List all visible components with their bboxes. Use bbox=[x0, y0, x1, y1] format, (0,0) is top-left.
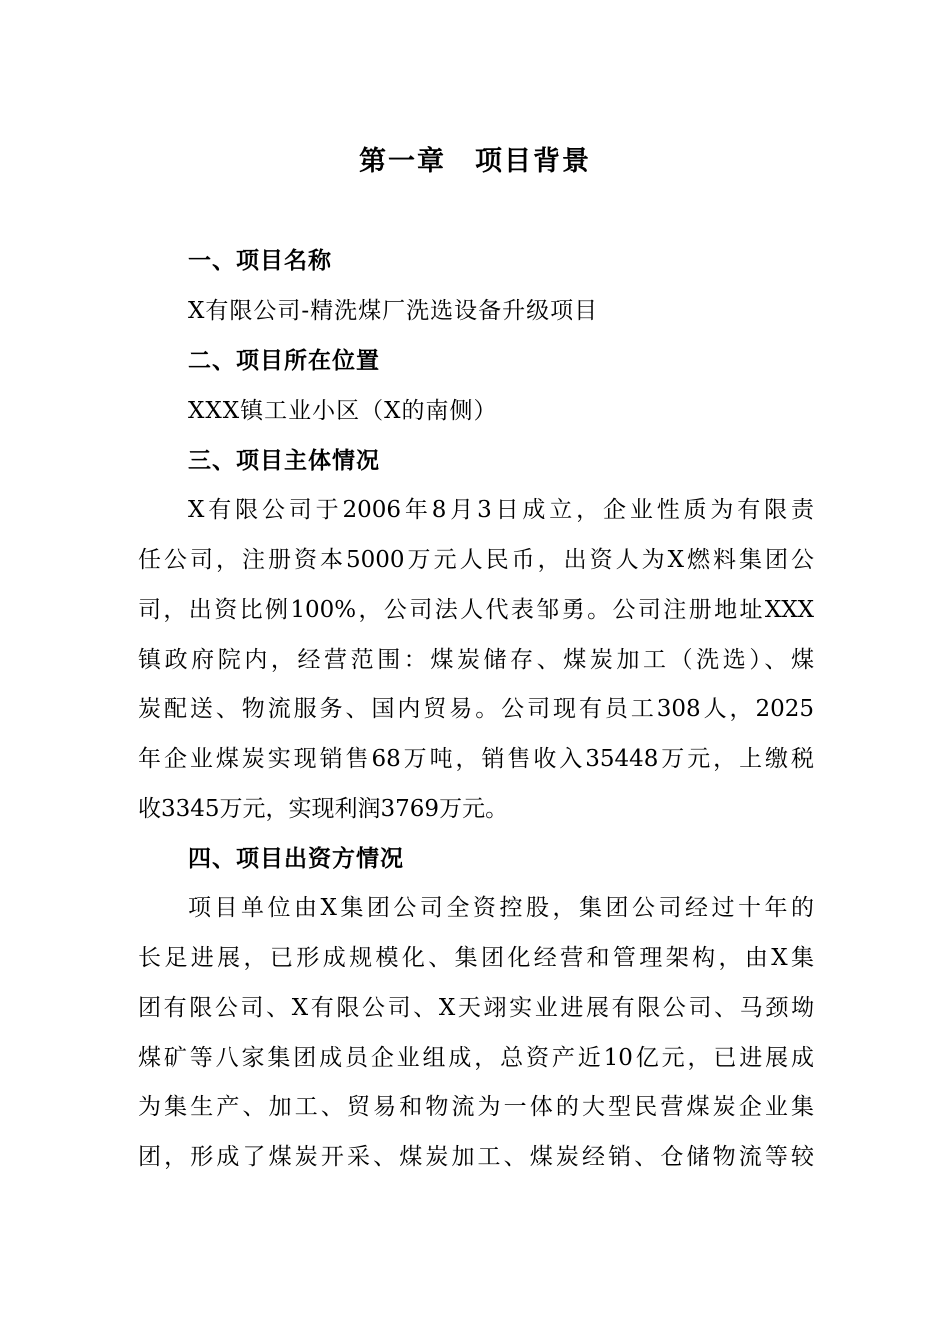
paragraph-line: 项目单位由X集团公司全资控股，集团公司经过十年的 bbox=[188, 895, 814, 921]
paragraph-line: 收3345万元，实现利润3769万元。 bbox=[138, 796, 509, 822]
section-heading-name: 一、项目名称 bbox=[188, 247, 332, 274]
paragraph-line: 司，出资比例100%，公司法人代表邹勇。公司注册地址XXX bbox=[138, 597, 814, 623]
section-heading-location: 二、项目所在位置 bbox=[188, 347, 380, 374]
paragraph-line: 为集生产、加工、贸易和物流为一体的大型民营煤炭企业集 bbox=[138, 1094, 814, 1120]
paragraph-line: 煤矿等八家集团成员企业组成，总资产近10亿元，已进展成 bbox=[138, 1045, 814, 1071]
paragraph-line: 团，形成了煤炭开采、煤炭加工、煤炭经销、仓储物流等较 bbox=[138, 1144, 814, 1170]
paragraph-line: 炭配送、物流服务、国内贸易。公司现有员工308人，2025 bbox=[138, 696, 814, 722]
paragraph-line: 任公司，注册资本5000万元人民币，出资人为X燃料集团公 bbox=[138, 547, 814, 573]
project-name-text: X有限公司-精洗煤厂洗选设备升级项目 bbox=[188, 298, 599, 324]
paragraph-line: 镇政府院内，经营范围：煤炭储存、煤炭加工（洗选）、煤 bbox=[138, 647, 814, 673]
paragraph-line: 团有限公司、X有限公司、X天翊实业进展有限公司、马颈坳 bbox=[138, 995, 814, 1021]
paragraph-line: 长足进展，已形成规模化、集团化经营和管理架构，由X集 bbox=[138, 945, 814, 971]
paragraph-line: X有限公司于2006年8月3日成立，企业性质为有限责 bbox=[188, 497, 814, 523]
chapter-title: 第一章 项目背景 bbox=[359, 146, 591, 177]
section-heading-investor: 四、项目出资方情况 bbox=[188, 845, 404, 872]
section-heading-entity: 三、项目主体情况 bbox=[188, 447, 380, 474]
paragraph-line: 年企业煤炭实现销售68万吨，销售收入35448万元，上缴税 bbox=[138, 746, 814, 772]
project-location-text: XXX镇工业小区（X的南侧） bbox=[188, 398, 498, 424]
